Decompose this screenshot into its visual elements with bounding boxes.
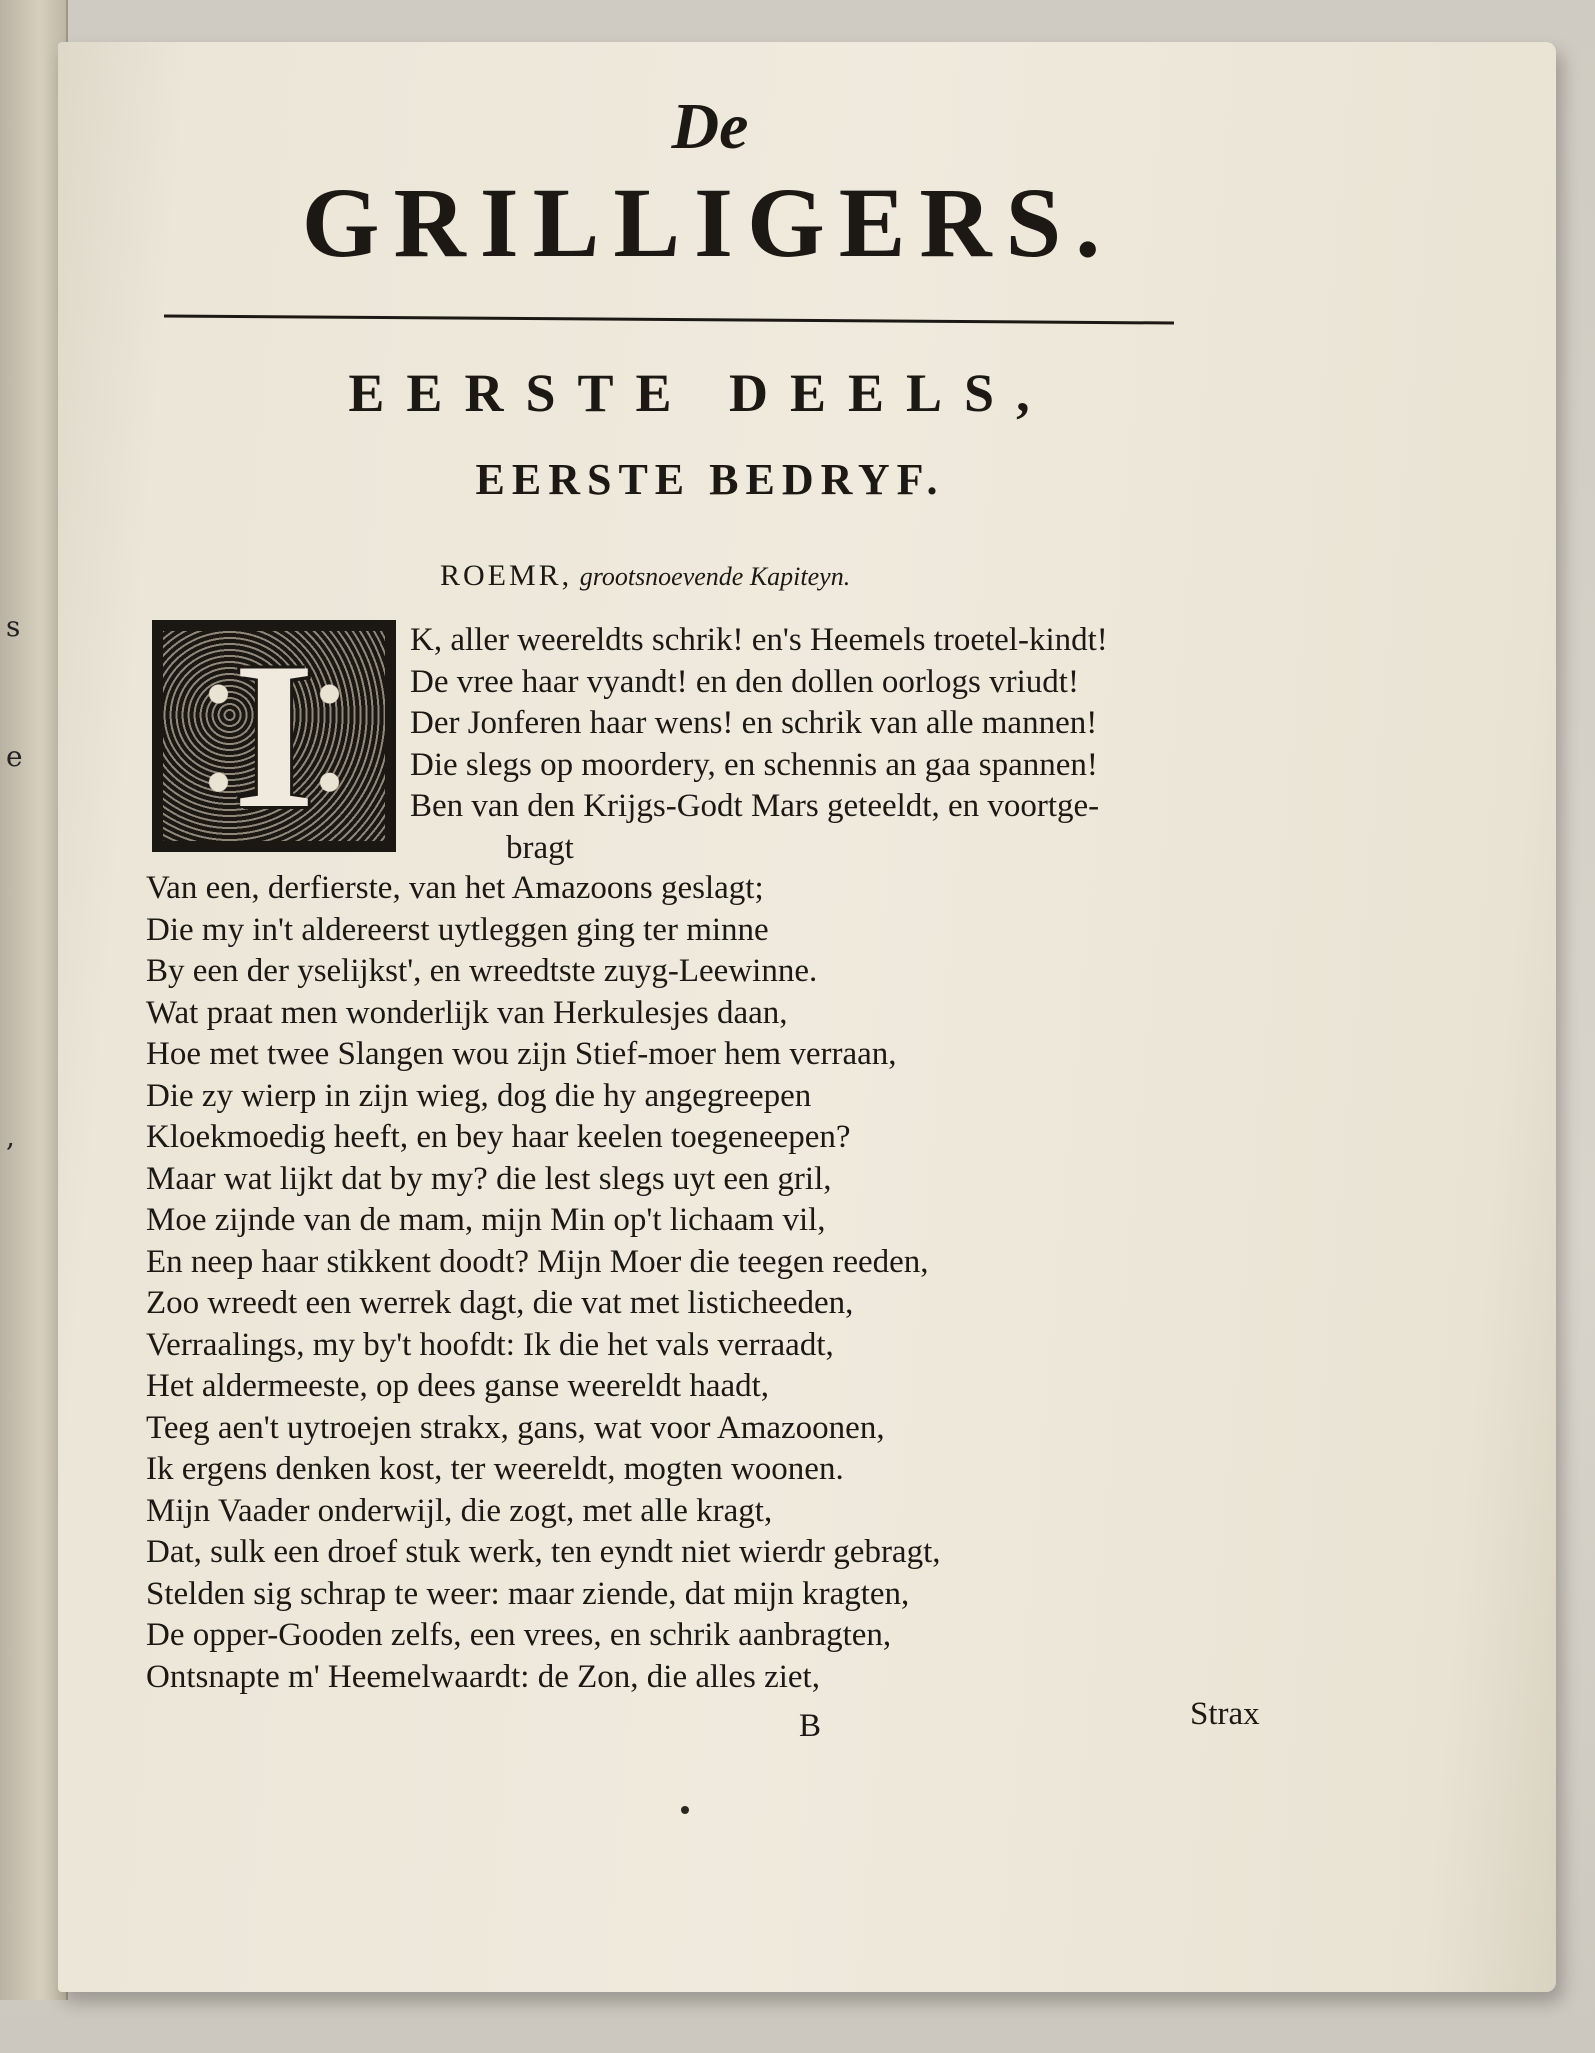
- page-title: GRILLIGERS.: [301, 167, 1115, 278]
- speaker-line: [440, 556, 1140, 597]
- speaker-name: ROEMR,: [440, 559, 573, 592]
- verse-line: bragt: [506, 829, 574, 866]
- verse-line: Teeg aen't uytroejen strakx, gans, wat voor Amazoonen,: [146, 1409, 885, 1446]
- drop-cap-letter: I: [233, 620, 315, 852]
- verse-line: Dat, sulk een droef stuk werk, ten eyndt niet wierdr gebragt,: [146, 1534, 941, 1570]
- verse-block-top: [410, 620, 1108, 869]
- decorated-initial: [152, 620, 396, 852]
- verse-line: Hoe met twee Slangen wou zijn Stief-moer hem verraan,: [146, 1036, 897, 1072]
- edge-mark: ,: [6, 1120, 15, 1153]
- verse-line: De vree haar vyandt! en den dollen oorlogs vriudt!: [410, 663, 1079, 700]
- verse-block-main: [146, 868, 941, 1698]
- verse-line: Van een, derfierste, van het Amazoons geslagt;: [146, 870, 764, 906]
- verse-line: Ontsnapte m' Heemelwaardt: de Zon, die alles ziet,: [146, 1658, 820, 1695]
- verse-line: De opper-Gooden zelfs, een vrees, en schrik aanbragten,: [146, 1617, 892, 1653]
- verse-line: Zoo wreedt een werrek dagt, die vat met listicheeden,: [146, 1285, 854, 1321]
- catchword: Strax: [1190, 1696, 1260, 1732]
- verse-line: Ik ergens denken kost, ter weereldt, mogten woonen.: [146, 1451, 844, 1487]
- verse-line: Verraalings, my by't hoofdt: Ik die het vals verraadt,: [146, 1326, 834, 1363]
- verse-line: Stelden sig schrap te weer: maar ziende, dat mijn kragten,: [146, 1575, 910, 1612]
- verse-line: Moe zijnde van de mam, mijn Min op't lichaam vil,: [146, 1202, 826, 1238]
- verse-line: Het aldermeeste, op dees ganse weereldt haadt,: [146, 1368, 770, 1404]
- verse-line: Maar wat lijkt dat by my? die lest slegs uyt een gril,: [146, 1160, 832, 1197]
- title-rule: [164, 314, 1174, 324]
- verse-line: Die my in't aldereerst uytleggen ging ter minne: [146, 911, 769, 948]
- act-heading: EERSTE BEDRYF.: [475, 455, 945, 504]
- verse-line: Der Jonferen haar wens! en schrik van alle mannen!: [410, 705, 1098, 741]
- part-heading: EERSTE DEELS,: [348, 363, 1052, 423]
- ink-spot: [681, 1806, 689, 1814]
- edge-mark: e: [6, 740, 23, 773]
- verse-line: Kloekmoedig heeft, en bey haar keelen toegeneepen?: [146, 1119, 851, 1155]
- verse-line: By een der yselijkst', en wreedtste zuyg-Leewinne.: [146, 953, 818, 989]
- verse-line: Die slegs op moordery, en schennis an gaa spannen!: [410, 746, 1098, 783]
- verse-line: Mijn Vaader onderwijl, die zogt, met alle kragt,: [146, 1492, 773, 1529]
- verse-line: Die zy wierp in zijn wieg, dog die hy angegreepen: [146, 1077, 812, 1114]
- verse-line: K, aller weereldts schrik! en's Heemels troetel-kindt!: [410, 622, 1108, 658]
- verse-line: Wat praat men wonderlijk van Herkulesjes daan,: [146, 994, 788, 1031]
- edge-mark: s: [6, 610, 21, 643]
- title-prefix: De: [671, 90, 749, 163]
- signature-mark: B: [798, 1708, 821, 1744]
- speaker-description: grootsnoevende Kapiteyn.: [579, 562, 851, 591]
- verse-line: Ben van den Krijgs-Godt Mars geteeldt, en voortge-: [410, 788, 1100, 824]
- verse-line: En neep haar stikkent doodt? Mijn Moer die teegen reeden,: [146, 1243, 929, 1280]
